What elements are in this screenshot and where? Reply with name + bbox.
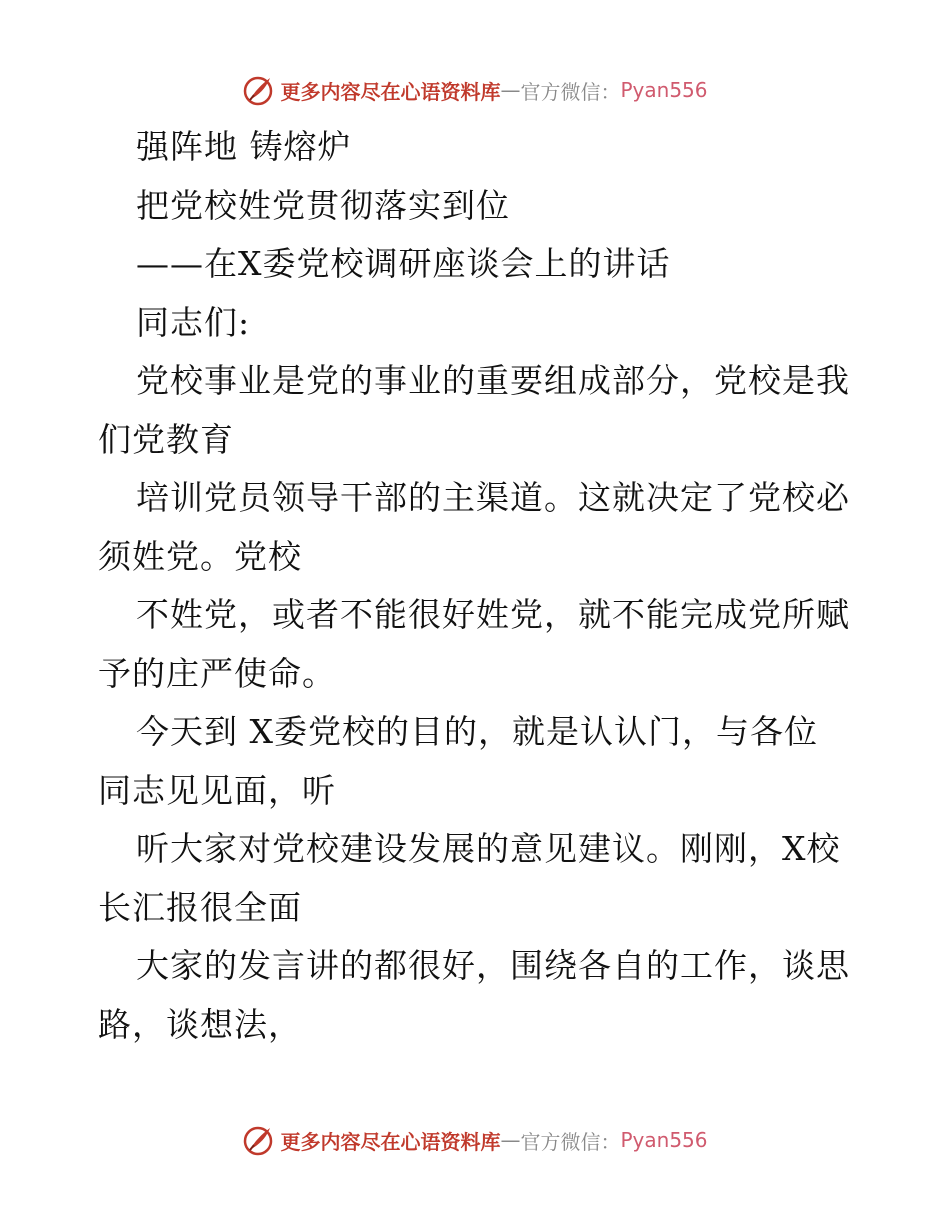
doc-paragraph-line: 大家的发言讲的都很好，围绕各自的工作，谈思 [136, 946, 850, 985]
quill-pen-icon [242, 74, 274, 106]
watermark-wechat-id: Pyan556 [620, 78, 708, 102]
doc-paragraph-line: 长汇报很全面 [98, 887, 302, 927]
doc-paragraph-line: 培训党员领导干部的主渠道。这就决定了党校必 [136, 478, 850, 517]
doc-paragraph-line: 们党教育 [98, 419, 234, 459]
watermark-wechat-id: Pyan556 [620, 1128, 708, 1152]
doc-paragraph-line: 不姓党，或者不能很好姓党，就不能完成党所赋 [136, 595, 850, 634]
document-body [98, 118, 858, 1054]
watermark-dash: — [500, 1128, 521, 1152]
doc-paragraph-line: 今天到 X委党校的目的，就是认认门，与各位 [136, 712, 818, 751]
footer-watermark [0, 1120, 950, 1160]
doc-title: 强阵地 铸熔炉 [136, 127, 352, 166]
doc-subtitle: 把党校姓党贯彻落实到位 [136, 185, 510, 225]
watermark-brand-text: 更多内容尽在心语资料库 [280, 1129, 501, 1154]
quill-pen-icon [242, 1124, 274, 1156]
doc-paragraph-line: 听大家对党校建设发展的意见建议。刚刚，X校 [136, 829, 841, 868]
watermark-brand-text: 更多内容尽在心语资料库 [280, 79, 501, 104]
doc-salutation: 同志们: [136, 302, 251, 342]
doc-paragraph-line: 予的庄严使命。 [98, 653, 336, 693]
doc-occasion: ——在X委党校调研座谈会上的讲话 [136, 244, 671, 283]
watermark-wechat-label: 官方微信： [520, 1129, 621, 1154]
watermark-wechat-label: 官方微信： [520, 79, 621, 104]
header-watermark [0, 70, 950, 110]
doc-paragraph-line: 同志见见面，听 [98, 770, 336, 810]
doc-paragraph-line: 路，谈想法， [98, 1004, 302, 1044]
watermark-dash: — [500, 78, 521, 102]
doc-paragraph-line: 党校事业是党的事业的重要组成部分，党校是我 [136, 361, 850, 400]
doc-paragraph-line: 须姓党。党校 [98, 536, 302, 576]
